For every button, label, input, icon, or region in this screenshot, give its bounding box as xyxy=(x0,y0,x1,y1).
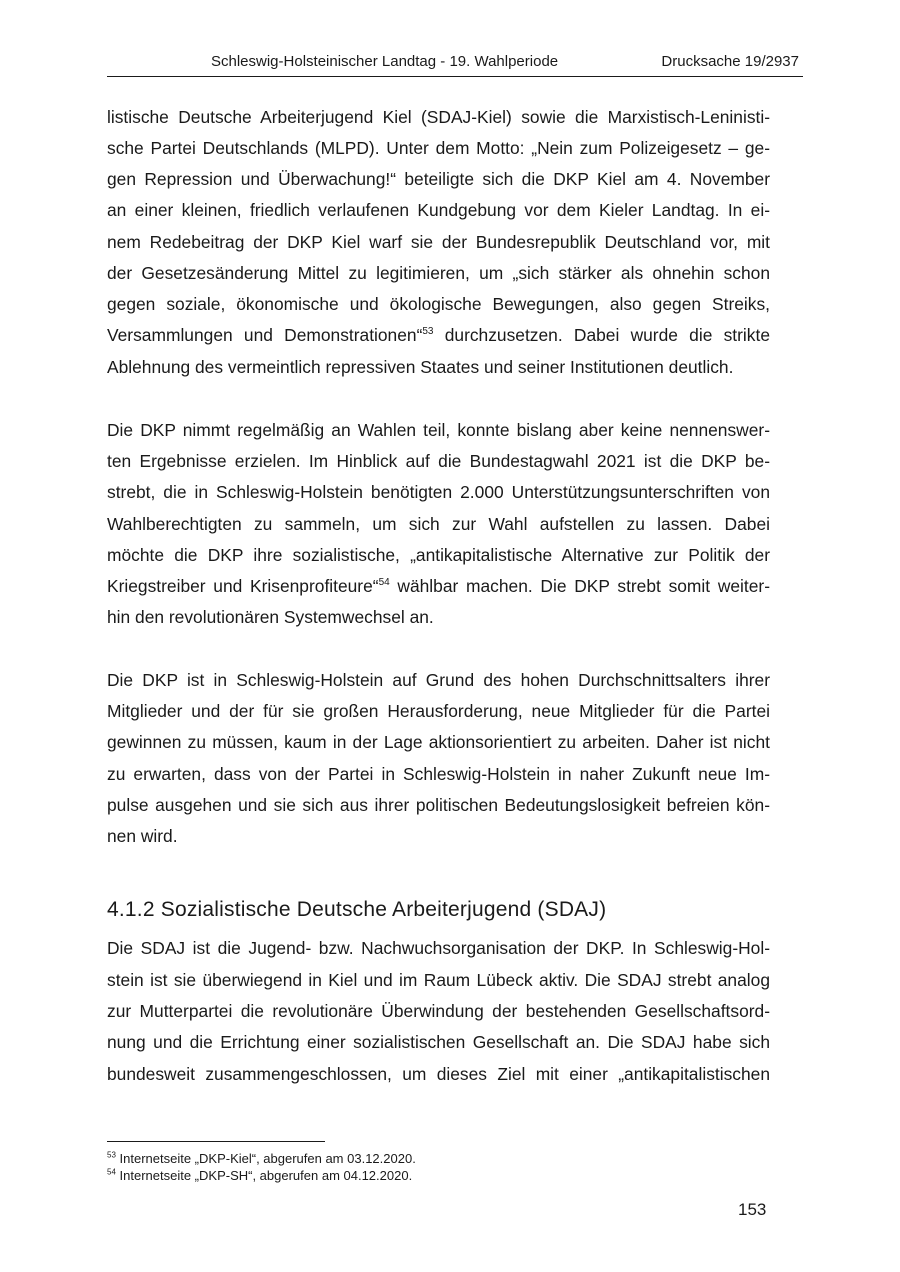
header-drucksache: Drucksache 19/2937 xyxy=(661,53,799,70)
text-fragment: durchzusetzen. Dabei wurde die strikte xyxy=(433,325,770,345)
text-line: nung und die Errichtung einer sozialistischen Gesellschaft an. Die SDAJ habe sich xyxy=(107,1032,770,1052)
text-line: nem Redebeitrag der DKP Kiel warf sie der Bundesrepublik Deutschland vor, mit xyxy=(107,232,770,252)
page-number: 153 xyxy=(738,1200,767,1219)
text-line: strebt, die in Schleswig-Holstein benötigten 2.000 Unterstützungsunterschriften von xyxy=(107,482,770,502)
text-line: Mitglieder und der für sie großen Herausforderung, neue Mitglieder für die Partei xyxy=(107,701,770,721)
text-line: hin den revolutionären Systemwechsel an. xyxy=(107,607,434,627)
text-line: Die DKP nimmt regelmäßig an Wahlen teil, konnte bislang aber keine nennenswer- xyxy=(107,420,770,440)
text-line: Wahlberechtigten zu sammeln, um sich zur Wahl aufstellen zu lassen. Dabei xyxy=(107,514,770,534)
text-line: an einer kleinen, friedlich verlaufenen Kundgebung vor dem Kieler Landtag. In ei- xyxy=(107,200,770,220)
text-fragment: wählbar machen. Die DKP strebt somit weiter- xyxy=(389,576,771,596)
footnote-54 xyxy=(107,1168,412,1184)
text-fragment: Kriegstreiber und Krisenprofiteure“ xyxy=(107,576,379,596)
text-line: Ablehnung des vermeintlich repressiven Staates und seiner Institutionen deutlich. xyxy=(107,357,734,377)
text-fragment: Versammlungen und Demonstrationen“ xyxy=(107,325,423,345)
text-line: pulse ausgehen und sie sich aus ihrer politischen Bedeutungslosigkeit befreien kön- xyxy=(107,795,770,815)
footnote-divider xyxy=(107,1141,325,1142)
text-line: Die DKP ist in Schleswig-Holstein auf Grund des hohen Durchschnittsalters ihrer xyxy=(107,670,770,690)
text-line xyxy=(107,571,770,602)
footnote-text: Internetseite „DKP-Kiel“, abgerufen am 03.12.2020. xyxy=(115,1151,416,1166)
footnote-number: 54 xyxy=(107,1167,116,1177)
section-heading: 4.1.2 Sozialistische Deutsche Arbeiterjugend (SDAJ) xyxy=(107,898,607,921)
page-header xyxy=(107,52,803,77)
text-line: listische Deutsche Arbeiterjugend Kiel (SDAJ-Kiel) sowie die Marxistisch-Leninisti- xyxy=(107,107,770,127)
footnote-ref-54: 54 xyxy=(378,577,390,589)
footnote-text: Internetseite „DKP-SH“, abgerufen am 04.12.2020. xyxy=(115,1168,413,1183)
text-line: gen Repression und Überwachung!“ beteiligte sich die DKP Kiel am 4. November xyxy=(107,169,770,189)
text-line: gewinnen zu müssen, kaum in der Lage aktionsorientiert zu arbeiten. Daher ist nicht xyxy=(107,732,770,752)
footnote-ref-53: 53 xyxy=(422,326,434,338)
text-line: Die SDAJ ist die Jugend- bzw. Nachwuchsorganisation der DKP. In Schleswig-Hol- xyxy=(107,938,770,958)
text-line xyxy=(107,320,770,351)
text-line: ten Ergebnisse erzielen. Im Hinblick auf die Bundestagwahl 2021 ist die DKP be- xyxy=(107,451,770,471)
text-line: stein ist sie überwiegend in Kiel und im Raum Lübeck aktiv. Die SDAJ strebt analog xyxy=(107,970,770,990)
text-line: sche Partei Deutschlands (MLPD). Unter dem Motto: „Nein zum Polizeigesetz – ge- xyxy=(107,138,770,158)
text-line: der Gesetzesänderung Mittel zu legitimieren, um „sich stärker als ohnehin schon xyxy=(107,263,770,283)
text-line: nen wird. xyxy=(107,826,178,846)
text-line: zur Mutterpartei die revolutionäre Überwindung der bestehenden Gesellschaftsord- xyxy=(107,1001,770,1021)
text-line: möchte die DKP ihre sozialistische, „antikapitalistische Alternative zur Politik der xyxy=(107,545,770,565)
text-line: bundesweit zusammengeschlossen, um dieses Ziel mit einer „antikapitalistischen xyxy=(107,1064,770,1084)
text-line: gegen soziale, ökonomische und ökologische Bewegungen, also gegen Streiks, xyxy=(107,294,770,314)
footnote-number: 53 xyxy=(107,1150,116,1160)
header-title: Schleswig-Holsteinischer Landtag - 19. Wahlperiode xyxy=(211,53,559,70)
text-line: zu erwarten, dass von der Partei in Schleswig-Holstein in naher Zukunft neue Im- xyxy=(107,764,770,784)
footnote-53 xyxy=(107,1151,416,1167)
